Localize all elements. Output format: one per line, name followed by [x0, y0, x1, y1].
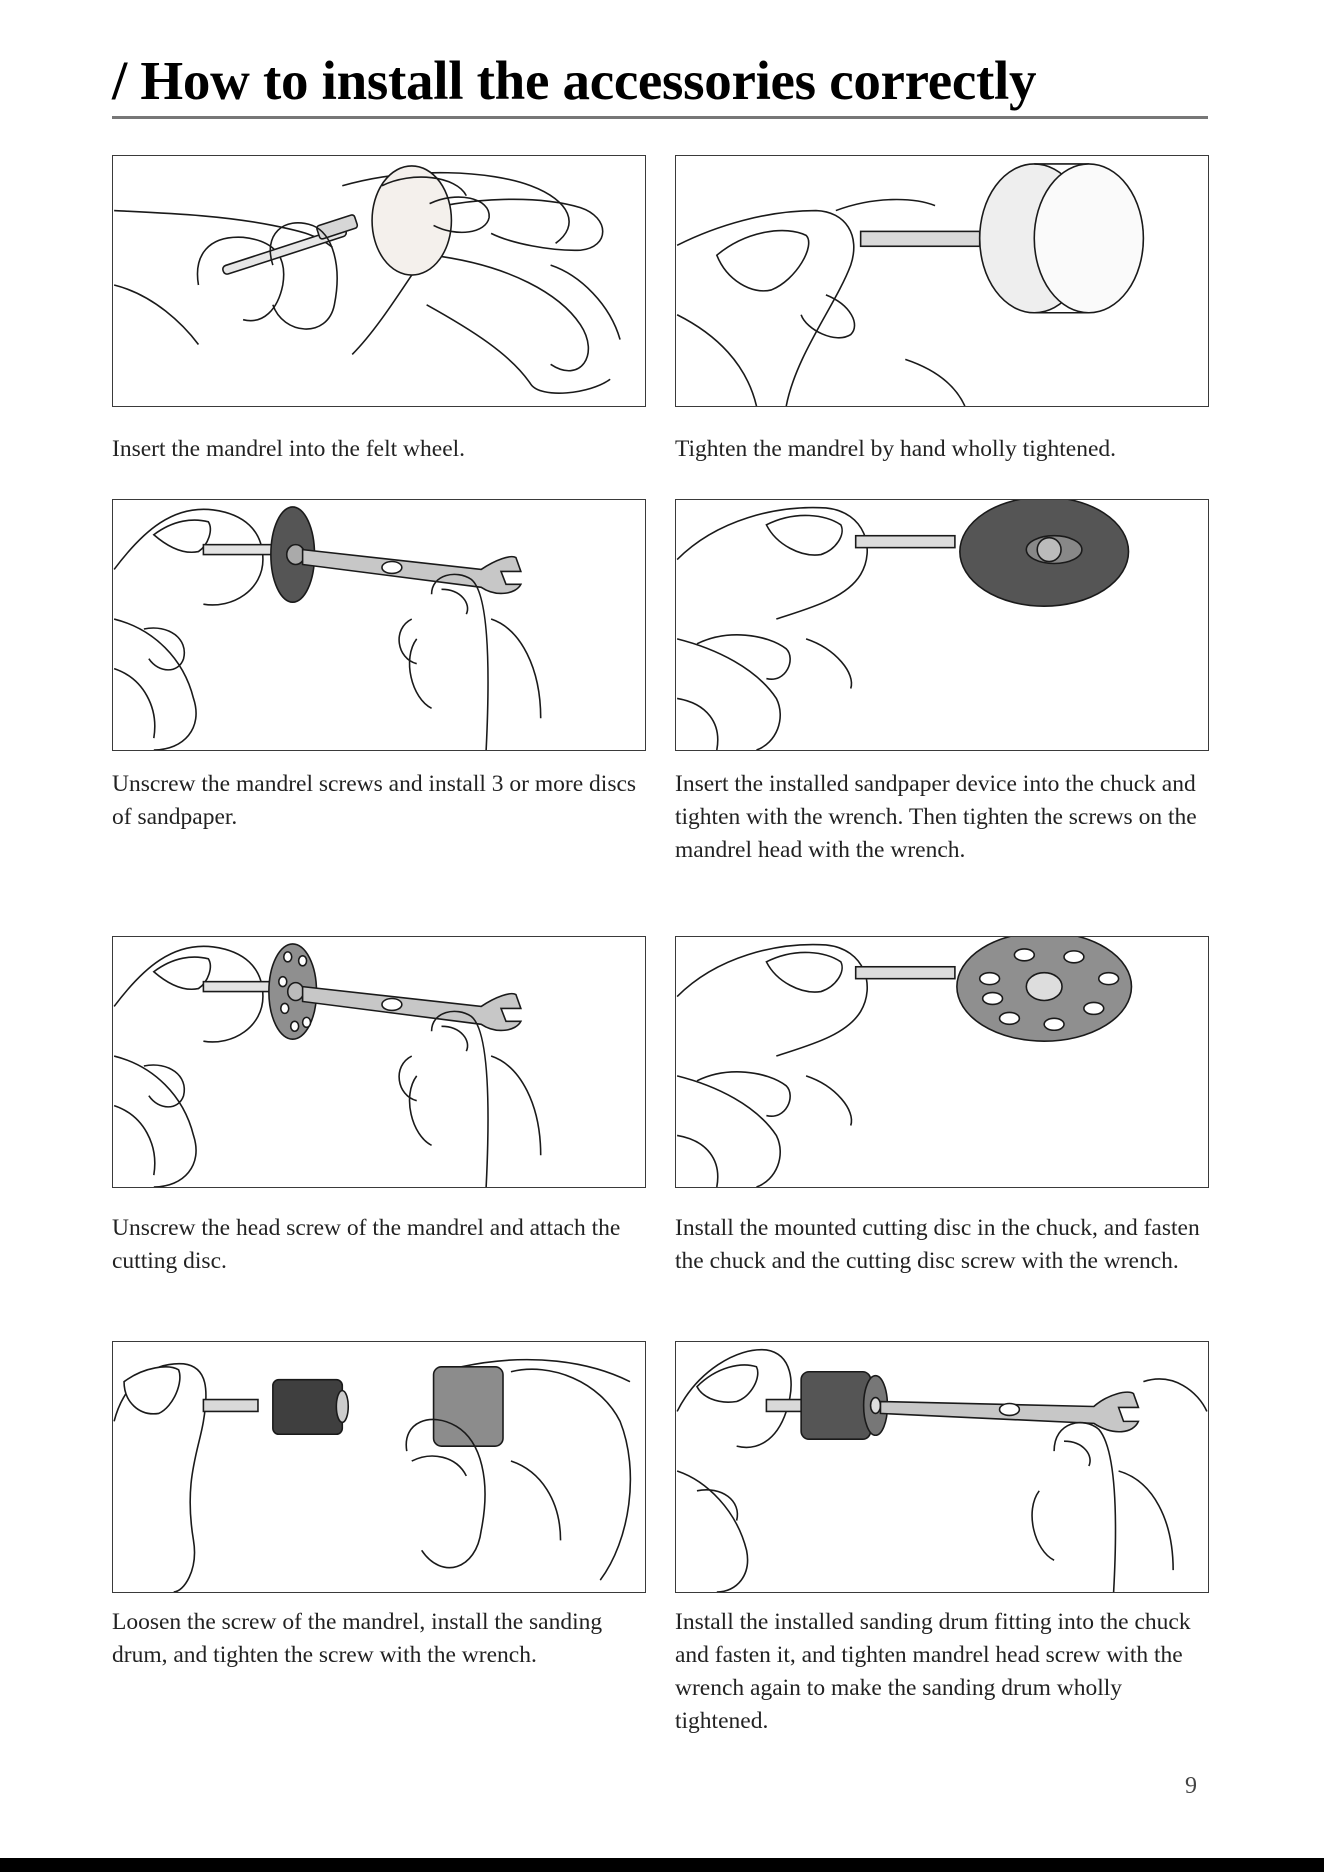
step-1-illustration: [112, 155, 646, 407]
sandpaper-wrench-illustration: [113, 500, 645, 750]
cutting-disc-mounted-illustration: [676, 937, 1208, 1187]
step-3-illustration: [112, 499, 646, 751]
step-7-illustration: [112, 1341, 646, 1593]
sandpaper-mounted-illustration: [676, 500, 1208, 750]
felt-wheel-illustration: [113, 156, 645, 406]
cutting-disc-wrench-illustration: [113, 937, 645, 1187]
bottom-border: [0, 1858, 1324, 1872]
step-8-illustration: [675, 1341, 1209, 1593]
step-5-illustration: [112, 936, 646, 1188]
sanding-drum-wrench-illustration: [676, 1342, 1208, 1592]
step-2-caption: Tighten the mandrel by hand wholly tightened.: [675, 436, 1117, 462]
step-5-caption: Unscrew the head screw of the mandrel and attach the cutting disc.: [112, 1215, 621, 1274]
step-1-caption: Insert the mandrel into the felt wheel.: [112, 436, 466, 462]
page-title: / How to install the accessories correctly: [112, 50, 1037, 111]
step-4-caption: Insert the installed sandpaper device into the chuck and tighten with the wrench. Then tighten the screws on the mandrel head with the wrench.: [675, 771, 1197, 863]
step-7-caption: Loosen the screw of the mandrel, install the sanding drum, and tighten the screw with the wrench.: [112, 1609, 603, 1668]
hand-tighten-illustration: [676, 156, 1208, 406]
step-4-illustration: [675, 499, 1209, 751]
step-2-illustration: [675, 155, 1209, 407]
step-6-illustration: [675, 936, 1209, 1188]
title-divider: [112, 116, 1208, 119]
step-6-caption: Install the mounted cutting disc in the chuck, and fasten the chuck and the cutting disc screw with the wrench.: [675, 1215, 1200, 1274]
step-8-caption: Install the installed sanding drum fitting into the chuck and fasten it, and tighten mandrel head screw with the wrench again to make the sanding drum wholly tightened.: [675, 1609, 1191, 1734]
page-number: 9: [1185, 1773, 1197, 1799]
step-3-caption: Unscrew the mandrel screws and install 3 or more discs of sandpaper.: [112, 771, 637, 830]
sanding-drum-illustration: [113, 1342, 645, 1592]
